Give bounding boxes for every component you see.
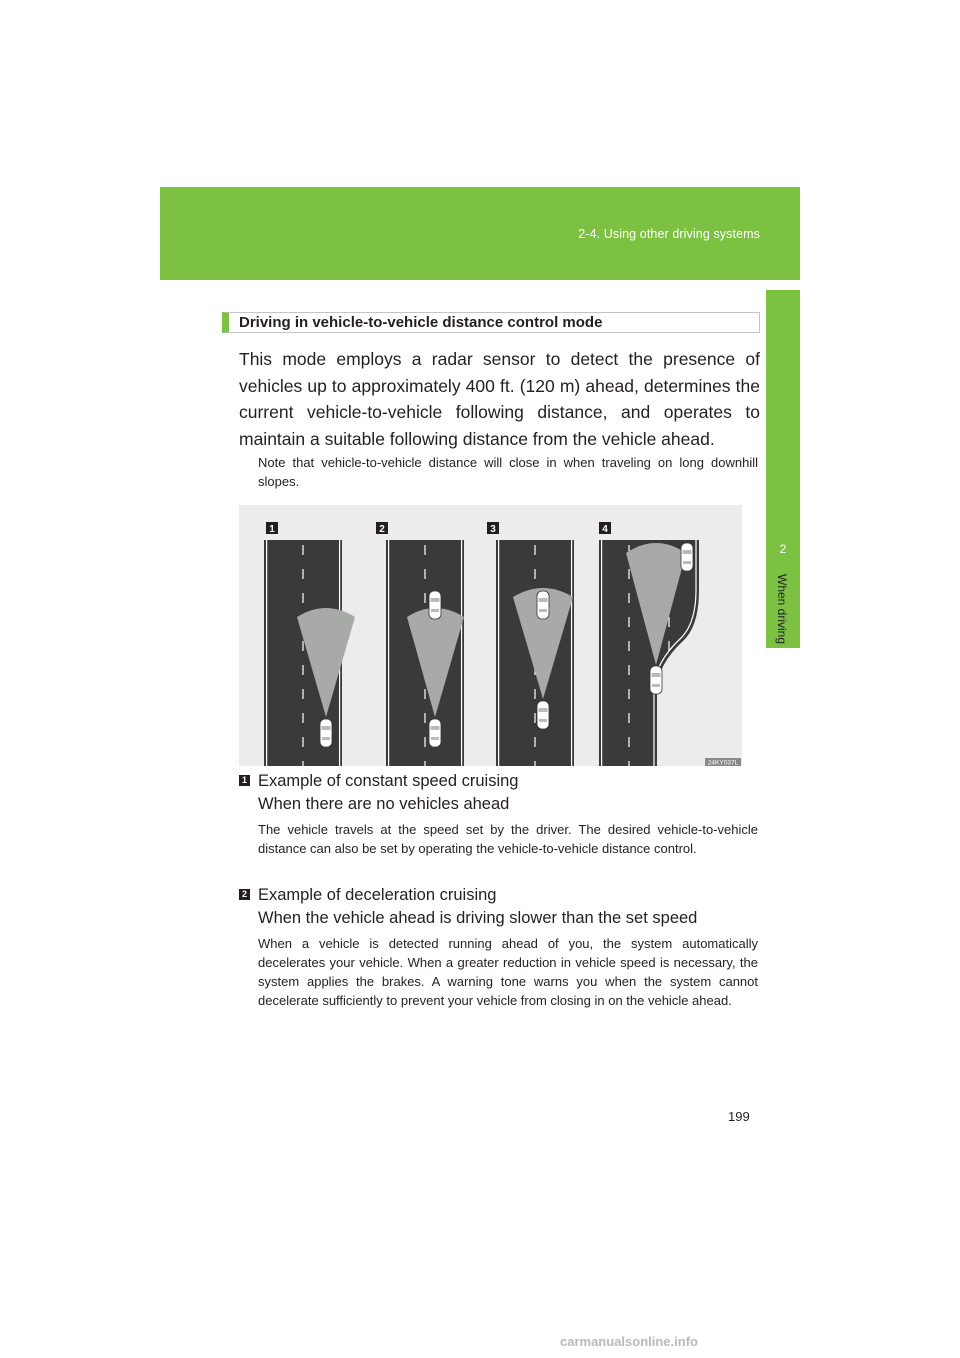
chapter-title: 2-4. Using other driving systems xyxy=(578,227,760,241)
panel-2 xyxy=(386,540,464,766)
item-badge-2: 2 xyxy=(239,889,250,900)
section-heading-text: Driving in vehicle-to-vehicle distance control mode xyxy=(239,314,603,331)
header-band xyxy=(160,187,800,280)
panel-3 xyxy=(496,540,574,766)
page-number: 199 xyxy=(728,1109,750,1124)
section-heading xyxy=(222,312,760,333)
panel-label-4: 4 xyxy=(602,524,608,535)
car-2 xyxy=(429,719,441,747)
item-title-1 xyxy=(258,770,758,816)
panel-1 xyxy=(264,540,355,766)
item-desc-1: The vehicle travels at the speed set by the driver. The desired vehicle-to-vehicle distance can also be set by operating the vehicle-to-vehicle distance control. xyxy=(258,822,758,856)
car-3-lead xyxy=(537,591,549,619)
item-title-1-line1: Example of constant speed cruising xyxy=(258,772,519,790)
item-desc-2: When a vehicle is detected running ahead of you, the system automatically decelerates your vehicle. When a greater reduction in vehicle speed is necessary, the system applies the brakes. A warning tone warns you when the system cannot decelerate sufficiently to prevent your vehicle from closing in on the vehicle ahead. xyxy=(258,936,758,1008)
item-title-2-line1: Example of deceleration cruising xyxy=(258,886,497,904)
figure-code: 24KY037L xyxy=(707,759,739,766)
car-4-lead xyxy=(681,543,693,571)
item-title-2 xyxy=(258,884,758,930)
panel-label-1: 1 xyxy=(269,524,275,535)
body-paragraph: This mode employs a radar sensor to detect the presence of vehicles up to approximately 400 ft. (120 m) ahead, determines the current vehicle-to-vehicle following distance, and operates to maintain a suitable following distance from the vehicle ahead. xyxy=(239,349,760,449)
radar-illustration xyxy=(239,505,742,766)
panel-label-3: 3 xyxy=(490,524,496,535)
car-1 xyxy=(320,719,332,747)
panel-label-2: 2 xyxy=(379,524,385,535)
car-3 xyxy=(537,701,549,729)
footer-watermark: carmanualsonline.info xyxy=(560,1334,698,1349)
car-4 xyxy=(650,666,662,694)
note-paragraph: Note that vehicle-to-vehicle distance will close in when traveling on long downhill slopes. xyxy=(258,455,758,489)
car-2-lead xyxy=(429,591,441,619)
item-title-2-line2: When the vehicle ahead is driving slower than the set speed xyxy=(258,909,698,927)
side-tab-number: 2 xyxy=(779,542,787,556)
item-title-1-line2: When there are no vehicles ahead xyxy=(258,795,510,813)
item-badge-1: 1 xyxy=(239,775,250,786)
side-tab-label: When driving xyxy=(775,574,789,645)
